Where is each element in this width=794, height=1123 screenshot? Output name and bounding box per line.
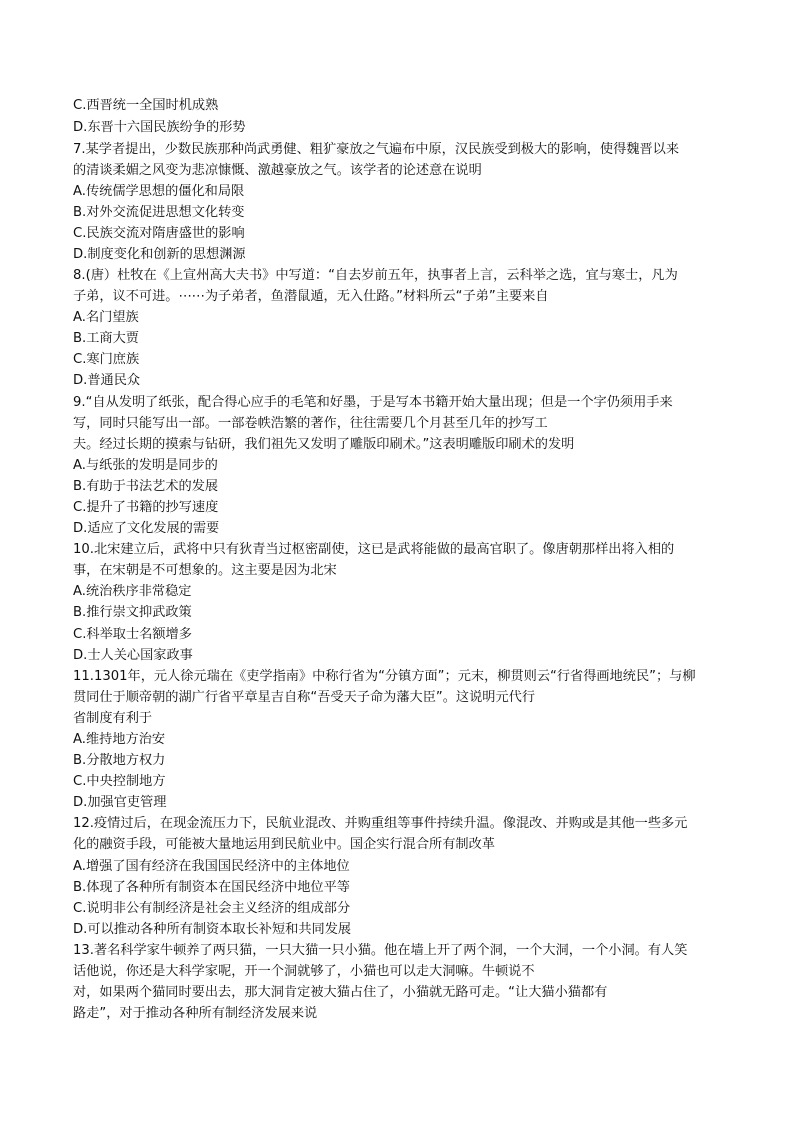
text-line: 省制度有利于 xyxy=(73,711,153,726)
text-line: B.分散地方权力 xyxy=(73,753,166,768)
text-line: D.适应了文化发展的需要 xyxy=(73,521,220,536)
text-line: 话他说，你还是大科学家呢，开一个洞就够了，小猫也可以走大洞嘛。牛顿说不 xyxy=(73,964,535,979)
text-line: D.普通民众 xyxy=(73,373,141,388)
text-line: 7.某学者提出，少数民族那种尚武勇健、粗犷豪放之气遍布中原，汉民族受到极大的影响，使得魏晋以来 xyxy=(73,142,680,157)
text-line: C.民族交流对隋唐盛世的影响 xyxy=(73,226,245,241)
text-line: B.推行崇文抑武政策 xyxy=(73,605,192,620)
text-line: 的清谈柔媚之风变为悲凉慷慨、激越豪放之气。该学者的论述意在说明 xyxy=(73,163,482,178)
text-line: A.传统儒学思想的僵化和局限 xyxy=(73,184,245,199)
text-line: 子弟，议不可进。⋯⋯为子弟者，鱼潜鼠遁，无入仕路。”材料所云“子弟”主要来自 xyxy=(73,289,549,304)
text-line: D.士人关心国家政事 xyxy=(73,648,193,663)
text-line: B.工商大贾 xyxy=(73,331,139,346)
text-line: 事，在宋朝是不可想象的。这主要是因为北宋 xyxy=(73,563,337,578)
text-line: 贯同仕于顺帝朝的湖广行省平章星吉自称“吾受天子命为藩大臣”。这说明元代行 xyxy=(73,690,536,705)
text-line: A.统治秩序非常稳定 xyxy=(73,584,192,599)
text-line: D.加强官吏管理 xyxy=(73,795,167,810)
text-line: C.科举取士名额增多 xyxy=(73,627,192,642)
text-line: D.可以推动各种所有制资本取长补短和共同发展 xyxy=(73,922,352,937)
text-line: 11.1301年，元人徐元瑞在《吏学指南》中称行省为“分镇方面”；元末，柳贯则云“行省得画地统民”；与柳 xyxy=(73,669,696,684)
text-line: C.提升了书籍的抄写速度 xyxy=(73,500,219,515)
text-line: D.东晋十六国民族纷争的形势 xyxy=(73,120,246,135)
text-line: 写，同时只能写出一部。一部卷帙浩繁的著作，往往需要几个月甚至几年的抄写工 xyxy=(73,416,548,431)
text-line: B.有助于书法艺术的发展 xyxy=(73,479,219,494)
text-line: C.寒门庶族 xyxy=(73,352,140,367)
text-line: 对，如果两个猫同时要出去，那大洞肯定被大猫占住了，小猫就无路可走。“让大猫小猫都有 xyxy=(73,985,608,1000)
text-line: B.对外交流促进思想文化转变 xyxy=(73,205,245,220)
text-line: 8.(唐）杜牧在《上宣州高大夫书》中写道：“自去岁前五年，执事者上言，云科举之选，宜与寒士，凡为 xyxy=(73,268,678,283)
text-line: 10.北宋建立后，武将中只有狄青当过枢密副使，这已是武将能做的最高官职了。像唐朝那样出将入相的 xyxy=(73,542,675,557)
text-line: A.与纸张的发明是同步的 xyxy=(73,458,218,473)
text-line: 13.著名科学家牛顿养了两只猫，一只大猫一只小猫。他在墙上开了两个洞，一个大洞，一个小洞。有人笑 xyxy=(73,943,688,958)
text-line: 路走”，对于推动各种所有制经济发展来说 xyxy=(73,1006,318,1021)
text-line: C.西晋统一全国时机成熟 xyxy=(73,98,219,113)
text-line: 化的融资手段，可能被大量地运用到民航业中。国企实行混合所有制改革 xyxy=(73,837,495,852)
text-line: B.体现了各种所有制资本在国民经济中地位平等 xyxy=(73,880,350,895)
text-line: C.中央控制地方 xyxy=(73,774,166,789)
text-line: A.维持地方治安 xyxy=(73,732,166,747)
text-line: C.说明非公有制经济是社会主义经济的组成部分 xyxy=(73,901,351,916)
text-line: 9.“自从发明了纸张，配合得心应手的毛笔和好墨，于是写本书籍开始大量出现；但是一个字仍须用手来 xyxy=(73,395,673,410)
text-line: A.名门望族 xyxy=(73,310,139,325)
text-line: 12.疫情过后，在现金流压力下，民航业混改、并购重组等事件持续升温。像混改、并购或是其他一些多元 xyxy=(73,816,688,831)
text-line: 夫。经过长期的摸索与钻研，我们祖先又发明了雕版印刷术。”这表明雕版印刷术的发明 xyxy=(73,437,575,452)
text-line: D.制度变化和创新的思想渊源 xyxy=(73,247,246,262)
text-line: A.增强了国有经济在我国国民经济中的主体地位 xyxy=(73,859,350,874)
